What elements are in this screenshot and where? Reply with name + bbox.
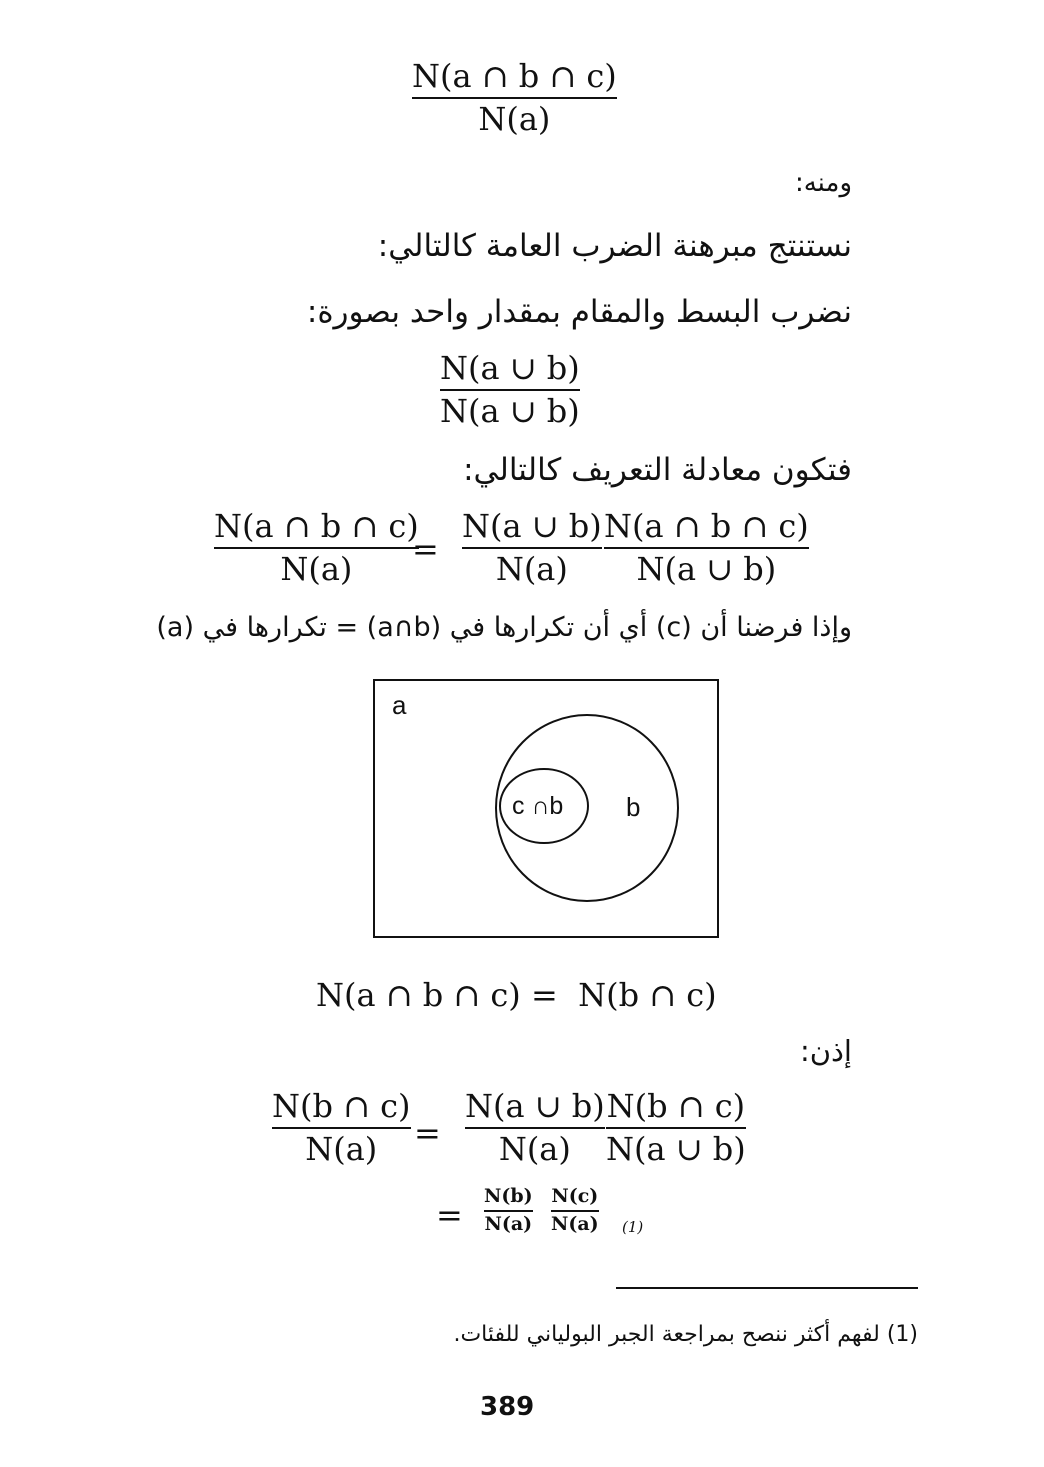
footnote-separator: [616, 1287, 918, 1289]
fraction-bar: [272, 1127, 411, 1129]
denominator: N(a): [478, 99, 551, 138]
eq3-equals: =: [436, 1196, 463, 1234]
denominator: N(a ∪ b): [440, 391, 580, 430]
venn-label-a: a: [392, 690, 407, 720]
numerator: N(a ∩ b ∩ c): [604, 507, 809, 545]
eq2-r2-fraction: [606, 1088, 746, 1168]
numerator: N(c): [551, 1185, 599, 1207]
venn-diagram: [372, 678, 720, 940]
eq1-r2-fraction: [604, 508, 809, 588]
numerator: N(a ∩ b ∩ c): [214, 507, 419, 545]
denominator: N(a ∪ b): [606, 1129, 746, 1168]
eq1-equals: =: [412, 530, 439, 568]
numerator: N(a ∪ b): [440, 349, 580, 387]
text-wamnh: ومنه:: [794, 168, 852, 198]
footnote-marker: (1): [622, 1218, 644, 1236]
footnote-text: (1) لفهم أكثر ننصح بمراجعة الجبر البولياني للفئات.: [453, 1322, 918, 1347]
fraction-bar: [606, 1127, 746, 1129]
fraction-bar: [440, 389, 580, 391]
denominator: N(a): [498, 1129, 571, 1168]
fraction-bar: [484, 1210, 533, 1212]
eq1-lhs-fraction: [214, 508, 419, 588]
venn-label-cnb: c ∩b: [512, 792, 564, 820]
fraction-bar: [462, 547, 602, 549]
denominator: N(a): [551, 1212, 599, 1235]
denominator: N(a ∪ b): [636, 549, 777, 588]
fraction-bar: [551, 1210, 599, 1212]
top-fraction: [412, 58, 617, 138]
page-number: 389: [480, 1392, 535, 1422]
numerator: N(a ∪ b): [462, 507, 602, 545]
text-idhan: إذن:: [799, 1034, 852, 1068]
fraction-bar: [465, 1127, 605, 1129]
venn-label-b: b: [626, 792, 641, 822]
fraction-bar: [412, 97, 617, 99]
eq2-lhs-fraction: [272, 1088, 411, 1168]
fraction-bar: [214, 547, 419, 549]
denominator: N(a): [280, 549, 353, 588]
denominator: N(a): [484, 1212, 533, 1235]
eq2-r1-fraction: [465, 1088, 605, 1168]
eq1-r1-fraction: [462, 508, 602, 588]
denominator: N(a): [305, 1129, 378, 1168]
numerator: N(a ∩ b ∩ c): [412, 57, 617, 95]
fraction-bar: [604, 547, 809, 549]
text-nadrib: نضرب البسط والمقام بمقدار واحد بصورة:: [306, 294, 852, 330]
denominator: N(a): [495, 549, 568, 588]
numerator: N(b ∩ c): [606, 1087, 746, 1125]
numerator: N(b): [484, 1185, 533, 1207]
text-nastantij: نستنتج مبرهنة الضرب العامة كالتالي:: [377, 228, 852, 264]
eq-simple: N(a ∩ b ∩ c) = N(b ∩ c): [316, 976, 717, 1014]
eq3-r1-fraction: [484, 1186, 533, 1236]
numerator: N(a ∪ b): [465, 1087, 605, 1125]
numerator: N(b ∩ c): [272, 1087, 411, 1125]
text-assume: وإذا فرضنا أن (c) أي أن تكرارها في (a∩b) = تكرارها في (a): [156, 612, 852, 643]
eq3-r2-fraction: [551, 1186, 599, 1236]
text-fatakun: فتكون معادلة التعريف كالتالي:: [463, 452, 852, 488]
unity-fraction: [440, 350, 580, 430]
eq2-equals: =: [414, 1114, 441, 1152]
